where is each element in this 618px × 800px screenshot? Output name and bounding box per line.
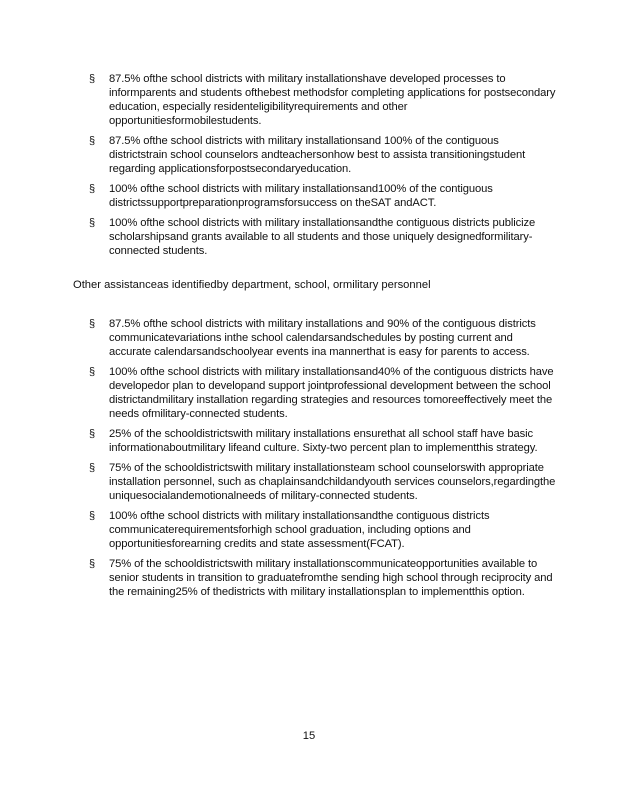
list-item-text: 100% ofthe school districts with military installationsand100% of the contiguous districtssupportpreparationprogramsforsuccess on theSAT andACT. (109, 183, 493, 209)
section-bullet-icon: § (89, 135, 96, 147)
list-item (86, 134, 556, 176)
list-item (86, 365, 556, 421)
list-item (86, 461, 556, 503)
section-bullet-icon: § (89, 183, 96, 195)
list-item (86, 182, 556, 210)
list-item (86, 72, 556, 128)
section-bullet-icon: § (89, 318, 96, 330)
list-item (86, 509, 556, 551)
section-bullet-icon: § (89, 217, 96, 229)
list-item (86, 427, 556, 455)
list-item-text: 75% of the schooldistrictswith military installationsteam school counselorswith appropriate installation personnel, such as chaplainsandchildandyouth services counselors,regardingthe uniquesocialandemotionalneeds of military-connected students. (109, 462, 556, 502)
list-item (86, 557, 556, 599)
section-bullet-icon: § (89, 366, 96, 378)
section-bullet-icon: § (89, 510, 96, 522)
list-item-text: 87.5% ofthe school districts with military installations and 90% of the contiguous districts communicatevariations inthe school calendarsandschedules by posting current and accurate calendarsandschoolyear events ina mannerthat is easy for parents to access. (109, 318, 536, 358)
list-item (86, 317, 556, 359)
section-bullet-icon: § (89, 73, 96, 85)
page-number: 15 (302, 730, 316, 742)
section-paragraph: Other assistanceas identifiedby department, school, ormilitary personnel (73, 279, 431, 291)
section-bullet-icon: § (89, 462, 96, 474)
list-item-text: 87.5% ofthe school districts with military installationshave developed processes to informparents and students ofthebest methodsfor completing applications for postsecondary education, especially residenteligibilityrequirements and other opportunitiesformobilestudents. (109, 73, 556, 127)
list-item-text: 100% ofthe school districts with military installationsandthe contiguous districts communicaterequirementsforhigh school graduation, including options and opportunitiesforearning credits and state assessment(FCAT). (109, 510, 490, 550)
bullet-list-1 (86, 72, 556, 264)
list-item-text: 75% of the schooldistrictswith military installationscommunicateopportunities available to senior students in transition to graduatefromthe sending high school through reciprocity and the remaining25% of thedistricts with military installationsplan to implementthis option. (109, 558, 553, 598)
list-item-text: 87.5% ofthe school districts with military installationsand 100% of the contiguous districtstrain school counselors andteachersonhow best to assista transitioningstudent regarding applicationsforpostsecondaryeducation. (109, 135, 526, 175)
list-item (86, 216, 556, 258)
section-bullet-icon: § (89, 428, 96, 440)
list-item-text: 100% ofthe school districts with military installationsandthe contiguous districts publicize scholarshipsand grants available to all students and those uniquely designedformilitary-connected students. (109, 217, 536, 257)
list-item-text: 25% of the schooldistrictswith military installations ensurethat all school staff have basic informationaboutmilitary lifeand culture. Sixty-two percent plan to implementthis strategy. (109, 428, 538, 454)
section-bullet-icon: § (89, 558, 96, 570)
bullet-list-2 (86, 317, 556, 605)
list-item-text: 100% ofthe school districts with military installationsand40% of the contiguous districts have developedor plan to developand support jointprofessional development between the school districtandmilitary installation regarding strategies and resources tomoreeffectively meet the needs ofmilitary-connected students. (109, 366, 554, 420)
